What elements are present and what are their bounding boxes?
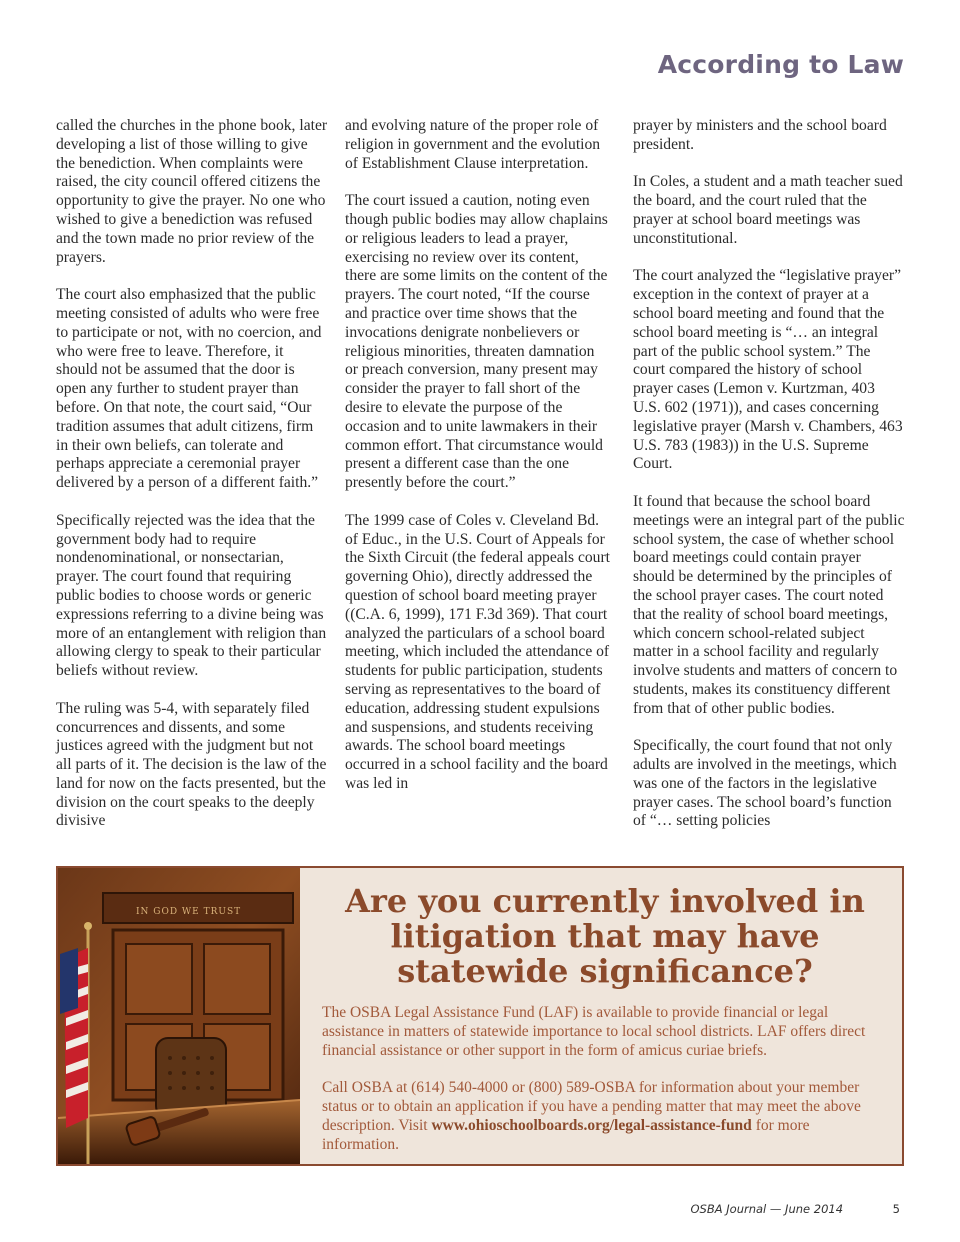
paragraph: In Coles, a student and a math teacher sued the board, and the court ruled that the prayer at school board meetings was unconstitutional.: [633, 173, 903, 247]
motto-inscription: IN GOD WE TRUST: [136, 907, 242, 917]
page-footer: [691, 1202, 901, 1216]
section-title: According to Law: [657, 50, 904, 79]
legal-assistance-callout: [56, 866, 904, 1166]
paragraph: It found that because the school board meetings were an integral part of the public school system, the case of whether school board meetings could contain prayer should be determined by the principles of the school prayer cases. The court noted that the reality of school board meetings, which concern school-related subject matter in a school facility and regularly involve students and matters of concern to students, makes its constituency different from that of other public bodies.: [633, 492, 905, 717]
contact-text-end: for more information.: [322, 1117, 810, 1153]
callout-text: [322, 884, 888, 1172]
laf-website-link[interactable]: www.ohioschoolboards.org/legal-assistance-fund: [431, 1117, 752, 1134]
paragraph: The court issued a caution, noting even though public bodies may allow chaplains or religious leaders to lead a prayer, exercising no review over its content, there are some limits on the content of the prayers. The court noted, “If the course and practice over time shows that the invocations denigrate nonbelievers or religious minorities, threaten damnation or preach conversion, many present may consider the prayer to fall short of the desire to elevate the purpose of the occasion and to unite lawmakers in their common effort. That circumstance would present a different case than the one presently before the court.”: [345, 192, 608, 492]
paragraph: The court also emphasized that the public meeting consisted of adults who were free to participate or not, with no coercion, and who were free to leave. Therefore, it should not be assumed that the door is open any further to student prayer than before. On that note, the court said, “Our tradition assumes that adult citizens, firm in their own beliefs, can tolerate and perhaps appreciate a ceremonial prayer delivered by a person of a different faith.”: [56, 286, 322, 492]
callout-heading: Are you currently involved in litigation that may have statewide significance?: [345, 882, 865, 990]
journal-issue: OSBA Journal — June 2014: [690, 1202, 844, 1216]
paragraph: and evolving nature of the proper role of religion in government and the evolution of Establishment Clause interpretation.: [345, 117, 601, 172]
article-column-1: [56, 117, 328, 831]
paragraph: called the churches in the phone book, later developing a list of those willing to give the benediction. When complaints were raised, the city council offered citizens the opportunity to give the prayer. No one who wished to give a benediction was refused and the town made no prior review of the prayers.: [56, 117, 328, 266]
paragraph: The ruling was 5-4, with separately filed concurrences and dissents, and some justices agreed with the judgment but not all parts of it. The decision is the law of the land for now on the facts presented, but the division on the court speaks to the deeply divisive: [56, 699, 327, 830]
callout-contact-paragraph: [322, 1078, 888, 1154]
article-column-2: [345, 117, 611, 794]
paragraph: Specifically rejected was the idea that the government body had to require nondenominational, or nonsectarian, prayer. The court found that requiring public bodies to choose words or generic expressions referring to a divine being was more of an entanglement with religion than allowing clergy to speak to their particular beliefs without review.: [56, 511, 327, 680]
courtroom-photo: [58, 868, 300, 1164]
paragraph: prayer by ministers and the school board president.: [633, 117, 887, 153]
article-column-3: [633, 117, 905, 831]
contact-text: Call OSBA at (614) 540-4000 or (800) 589-OSBA for information about your member status or to obtain an application if you have a pending matter that may meet the above description. Visit: [322, 1079, 861, 1134]
paragraph: Specifically, the court found that not only adults are involved in the meetings, which was one of the factors in the legislative prayer cases. The school board’s function of “… setting policies: [633, 737, 897, 830]
paragraph: The court analyzed the “legislative prayer” exception in the context of prayer at a school board meeting and found that the school board meeting is “… an integral part of the public school system.” The court compared the history of school prayer cases (Lemon v. Kurtzman, 403 U.S. 602 (1971)), and cases concerning legislative prayer (Marsh v. Chambers, 463 U.S. 783 (1983)) in the U.S. Supreme Court.: [633, 267, 903, 473]
page-number: 5: [892, 1202, 900, 1216]
callout-paragraph: The OSBA Legal Assistance Fund (LAF) is available to provide financial or legal assistance in matters of statewide importance to local school districts. LAF offers direct financial assistance or other support in the form of amicus curiae briefs.: [322, 1004, 866, 1059]
paragraph: The 1999 case of Coles v. Cleveland Bd. of Educ., in the U.S. Court of Appeals for the Sixth Circuit (the federal appeals court governing Ohio), directly addressed the question of school board meeting prayer ((C.A. 6, 1999), 171 F.3d 369). That court analyzed the particulars of a school board meeting, which included the attendance of students for public participation, students serving as representatives to the board of education, addressing student expulsions and suspensions, and students receiving awards. The school board meetings occurred in a school facility and the board was led in: [345, 511, 611, 792]
courtroom-illustration: [58, 868, 300, 1164]
